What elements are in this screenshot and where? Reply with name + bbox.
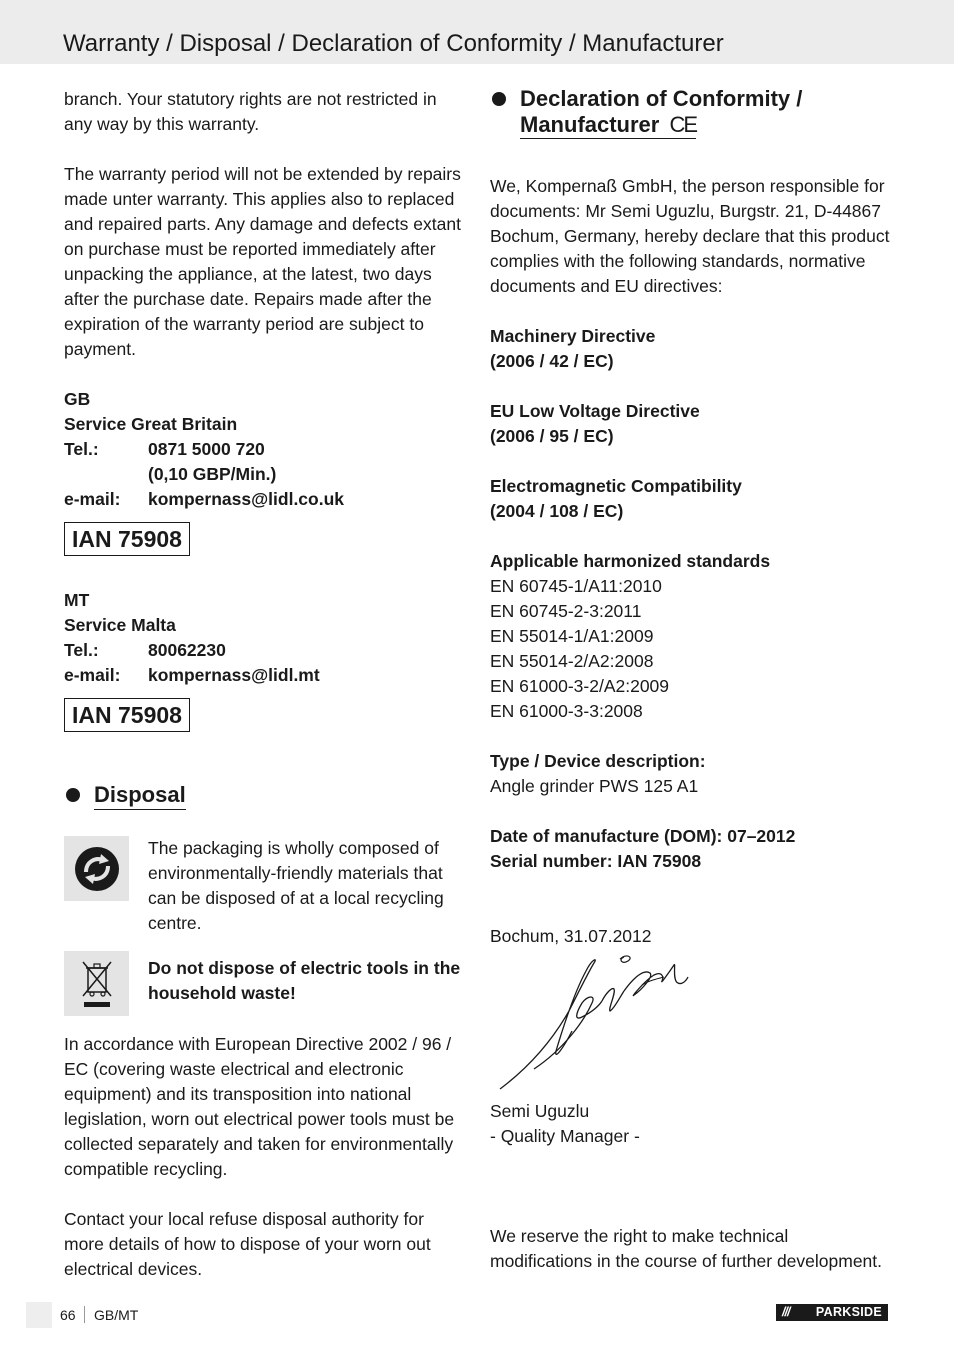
standards-heading: Applicable harmonized standards: [490, 551, 771, 571]
date-of-manufacture: Date of manufacture (DOM): 07–2012: [490, 826, 796, 846]
conformity-title-line2: Manufacturer: [520, 112, 660, 137]
page-number: 66: [60, 1307, 76, 1323]
page-title: Warranty / Disposal / Declaration of Conformity / Manufacturer: [63, 30, 724, 57]
gb-ian-box: IAN 75908: [64, 522, 190, 556]
gb-tel-label: Tel.:: [64, 439, 99, 459]
mt-ian-box: IAN 75908: [64, 698, 190, 732]
standard-item: EN 60745-1/A11:2010: [490, 576, 662, 596]
mt-code: MT: [64, 590, 90, 610]
page-marker: [26, 1302, 52, 1328]
standard-item: EN 60745-2-3:2011: [490, 601, 642, 621]
gb-tel: 0871 5000 720: [148, 439, 265, 459]
signer-role: - Quality Manager -: [490, 1126, 640, 1146]
left-column: [64, 87, 464, 1282]
disposal-title: Disposal: [94, 782, 186, 810]
type-heading: Type / Device description:: [490, 751, 706, 771]
mt-tel: 80062230: [148, 640, 226, 660]
declaration-text: We, Kompernaß GmbH, the person responsible for documents: Mr Semi Uguzlu, Burgstr. 21, D-44867 Bochum, Germany, hereby declare that this product complies with the following standards, normative documents and EU directives:: [490, 176, 890, 296]
gb-email[interactable]: kompernass@lidl.co.uk: [148, 489, 345, 509]
place-date: Bochum, 31.07.2012: [490, 926, 652, 946]
gb-service: Service Great Britain: [64, 414, 238, 434]
language-code: GB/MT: [94, 1307, 139, 1323]
serial-number: Serial number: IAN 75908: [490, 851, 702, 871]
waste-warning-text: Do not dispose of electric tools in the household waste!: [148, 958, 461, 1003]
standard-item: EN 61000-3-2/A2:2009: [490, 676, 670, 696]
mt-email-label: e-mail:: [64, 665, 121, 685]
mt-tel-label: Tel.:: [64, 640, 99, 660]
right-column: [490, 86, 890, 1274]
parkside-logo: [776, 1304, 888, 1321]
standard-item: EN 55014-1/A1:2009: [490, 626, 654, 646]
mt-email[interactable]: kompernass@lidl.mt: [148, 665, 320, 685]
type-value: Angle grinder PWS 125 A1: [490, 776, 699, 796]
bullet-icon: [66, 788, 80, 802]
weee-directive-text: In accordance with European Directive 2002 / 96 / EC (covering waste electrical and electronic equipment) and its transposition into national legislation, worn out electrical power tools must be collected separately and taken for environmentally compatible recycling.: [64, 1034, 455, 1179]
crossed-bin-icon: [64, 951, 129, 1016]
warranty-text: The warranty period will not be extended by repairs made unter warranty. This applies also to replaced and repaired parts. Any damage and defects extant on purchase must be reported immediately after unpacking the appliance, at the latest, two days after the purchase date. Repairs made after the expiration of the warranty period are subject to payment.: [64, 164, 461, 359]
signer-name: Semi Uguzlu: [490, 1101, 590, 1121]
warranty-intro: branch. Your statutory rights are not restricted in any way by this warranty.: [64, 89, 437, 134]
gb-email-label: e-mail:: [64, 489, 121, 509]
mt-service: Service Malta: [64, 615, 176, 635]
reserve-note: We reserve the right to make technical modifications in the course of further development.: [490, 1226, 883, 1271]
gb-code: GB: [64, 389, 91, 409]
brand-name: PARKSIDE: [815, 1305, 882, 1319]
disposal-contact-text: Contact your local refuse disposal authority for more details of how to dispose of your worn out electrical devices.: [64, 1209, 431, 1279]
directive-item: EU Low Voltage Directive (2006 / 95 / EC): [490, 401, 700, 446]
waste-warning: [64, 951, 464, 1016]
gb-tel-rate: (0,10 GBP/Min.): [148, 464, 277, 484]
conformity-title-line1: Declaration of Conformity /: [520, 86, 803, 111]
standard-item: EN 61000-3-3:2008: [490, 701, 643, 721]
packaging-text: The packaging is wholly composed of environmentally-friendly materials that can be disposed of at a local recycling centre.: [148, 838, 444, 933]
signature-image: [490, 949, 890, 1099]
disposal-heading: [64, 782, 464, 810]
footer-divider: [84, 1306, 85, 1323]
brand-slashes: ///: [782, 1305, 790, 1319]
service-gb: [64, 387, 464, 556]
recycling-icon: [64, 836, 129, 901]
conformity-heading: [490, 86, 890, 138]
ce-mark-icon: CE: [669, 112, 697, 137]
header-bar: [0, 0, 954, 64]
directive-item: Machinery Directive (2006 / 42 / EC): [490, 326, 656, 371]
bullet-icon: [492, 92, 506, 106]
service-mt: [64, 588, 464, 732]
directive-item: Electromagnetic Compatibility (2004 / 108 / EC): [490, 476, 742, 521]
packaging-note: [64, 836, 464, 936]
standards-list: [490, 574, 890, 724]
standard-item: EN 55014-2/A2:2008: [490, 651, 654, 671]
